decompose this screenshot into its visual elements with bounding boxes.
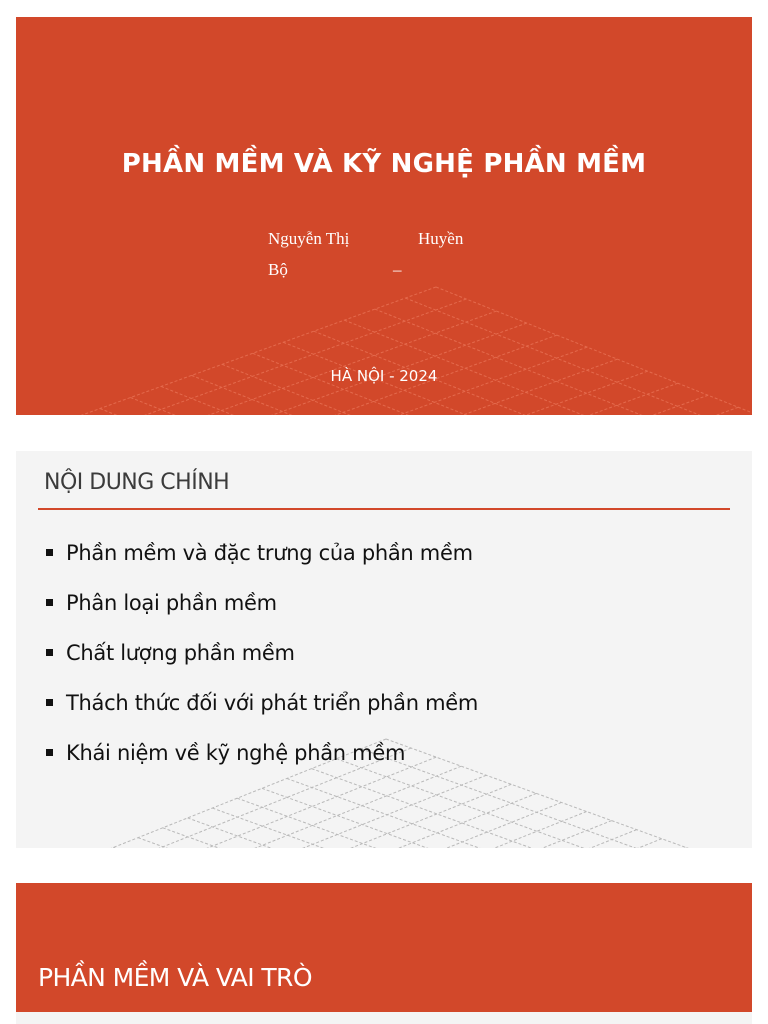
author-given-name: Huyền <box>418 229 464 248</box>
author-department: Bộ <box>268 260 288 279</box>
section-heading: PHẦN MỀM VÀ VAI TRÒ <box>38 963 312 992</box>
section-slide <box>16 883 752 1012</box>
bullet-square-icon <box>46 749 53 756</box>
bullet-square-icon <box>46 699 53 706</box>
list-item-text: Phân loại phần mềm <box>66 591 277 615</box>
bullet-square-icon <box>46 549 53 556</box>
contents-heading: NỘI DUNG CHÍNH <box>44 470 230 495</box>
heading-divider <box>38 508 730 510</box>
perspective-grid-decoration <box>16 17 752 415</box>
next-slide-edge <box>16 1012 752 1024</box>
list-item-text: Khái niệm về kỹ nghệ phần mềm <box>66 741 406 765</box>
presentation-title: PHẦN MỀM VÀ KỸ NGHỆ PHẦN MỀM <box>121 149 647 179</box>
bullet-square-icon <box>46 649 53 656</box>
list-item-text: Chất lượng phần mềm <box>66 641 295 665</box>
list-item-text: Thách thức đối với phát triển phần mềm <box>66 691 479 715</box>
location-year: HÀ NỘI - 2024 <box>330 367 438 385</box>
title-slide <box>16 17 752 415</box>
list-item-text: Phần mềm và đặc trưng của phần mềm <box>66 541 473 565</box>
contents-slide <box>16 451 752 848</box>
grid-lines <box>16 287 752 415</box>
author-separator: – <box>393 260 402 279</box>
bullet-square-icon <box>46 599 53 606</box>
author-name-part: Nguyễn Thị <box>268 229 350 248</box>
